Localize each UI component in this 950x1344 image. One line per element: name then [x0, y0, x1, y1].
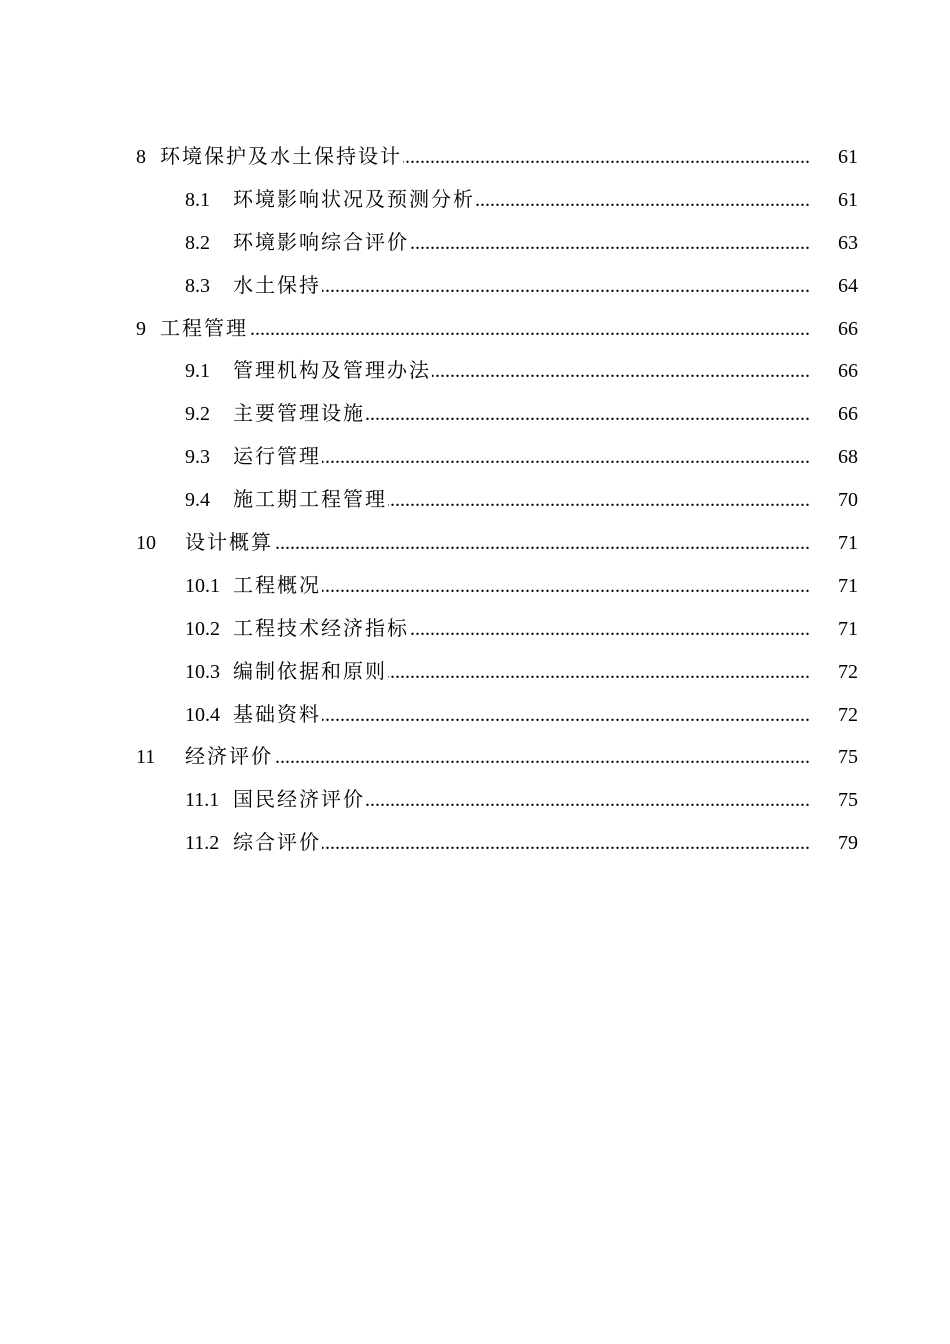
toc-entry-page-number: 79: [838, 832, 858, 855]
toc-entry-page-number: 75: [838, 789, 858, 812]
toc-entry-title: 运行管理: [233, 436, 322, 479]
toc-section-entry[interactable]: [0, 608, 950, 651]
toc-dot-leader: [160, 308, 810, 351]
toc-entry-number: 9.1: [185, 360, 210, 383]
toc-chapter-entry[interactable]: [0, 136, 950, 179]
toc-entry-title: 工程概况: [233, 565, 322, 608]
toc-entry-title: 国民经济评价: [233, 779, 366, 822]
toc-entry-number: 8.1: [185, 188, 210, 211]
toc-entry-title: 水土保持: [233, 265, 322, 308]
toc-entry-number: 8.2: [185, 231, 210, 254]
toc-entry-title: 设计概算: [185, 522, 274, 565]
toc-entry-title: 工程技术经济指标: [233, 608, 410, 651]
toc-entry-number: 10.2: [185, 617, 220, 640]
toc-section-entry[interactable]: [0, 651, 950, 694]
toc-chapter-entry[interactable]: [0, 522, 950, 565]
toc-section-entry[interactable]: [0, 350, 950, 393]
toc-entry-title: 基础资料: [233, 694, 322, 737]
toc-entry-number: 10: [136, 532, 156, 555]
toc-entry-title: 环境影响综合评价: [233, 222, 410, 265]
toc-entry-title: 编制依据和原则: [233, 651, 388, 694]
toc-entry-page-number: 66: [838, 317, 858, 340]
toc-entry-number: 10.3: [185, 660, 220, 683]
toc-entry-number: 8.3: [185, 274, 210, 297]
toc-entry-number: 8: [136, 146, 146, 168]
toc-entry-page-number: 72: [838, 660, 858, 683]
toc-entry-title: 综合评价: [233, 822, 322, 865]
toc-entry-number: 10.1: [185, 574, 220, 597]
toc-entry-title: 环境保护及水土保持设计: [160, 136, 403, 179]
toc-entry-number: 9: [136, 317, 146, 340]
toc-entry-page-number: 66: [838, 360, 858, 383]
toc-dot-leader: [185, 736, 810, 779]
toc-entry-page-number: 66: [838, 403, 858, 426]
toc-section-entry[interactable]: [0, 436, 950, 479]
toc-entry-page-number: 71: [838, 532, 858, 555]
toc-entry-page-number: 64: [838, 274, 858, 297]
toc-section-entry[interactable]: [0, 179, 950, 222]
toc-entry-title: 经济评价: [185, 736, 274, 779]
toc-entry-number: 9.3: [185, 446, 210, 469]
toc-section-entry[interactable]: [0, 779, 950, 822]
toc-section-entry[interactable]: [0, 222, 950, 265]
toc-entry-title: 环境影响状况及预测分析: [233, 179, 476, 222]
toc-entry-title: 主要管理设施: [233, 393, 366, 436]
toc-section-entry[interactable]: [0, 565, 950, 608]
toc-section-entry[interactable]: [0, 694, 950, 737]
toc-entry-page-number: 70: [838, 489, 858, 512]
toc-entry-page-number: 75: [838, 746, 858, 769]
toc-entry-page-number: 68: [838, 446, 858, 469]
toc-entry-page-number: 61: [838, 146, 858, 168]
toc-entry-number: 9.4: [185, 489, 210, 512]
toc-entry-page-number: 71: [838, 574, 858, 597]
toc-dot-leader: [185, 522, 810, 565]
toc-entry-number: 11.1: [185, 789, 220, 812]
toc-chapter-entry[interactable]: [0, 308, 950, 351]
toc-section-entry[interactable]: [0, 265, 950, 308]
toc-entry-title: 工程管理: [160, 308, 249, 351]
toc-section-entry[interactable]: [0, 822, 950, 865]
toc-entry-title: 施工期工程管理: [233, 479, 388, 522]
toc-entry-number: 11.2: [185, 832, 220, 855]
toc-entry-number: 10.4: [185, 703, 220, 726]
toc-entry-page-number: 63: [838, 231, 858, 254]
toc-entry-title: 管理机构及管理办法: [233, 350, 432, 393]
toc-section-entry[interactable]: [0, 479, 950, 522]
toc-entry-number: 11: [136, 746, 156, 769]
toc-chapter-entry[interactable]: [0, 736, 950, 779]
toc-entry-page-number: 72: [838, 703, 858, 726]
toc-section-entry[interactable]: [0, 393, 950, 436]
toc-entry-page-number: 71: [838, 617, 858, 640]
toc-entry-number: 9.2: [185, 403, 210, 426]
table-of-contents: [0, 136, 950, 865]
toc-entry-page-number: 61: [838, 188, 858, 211]
